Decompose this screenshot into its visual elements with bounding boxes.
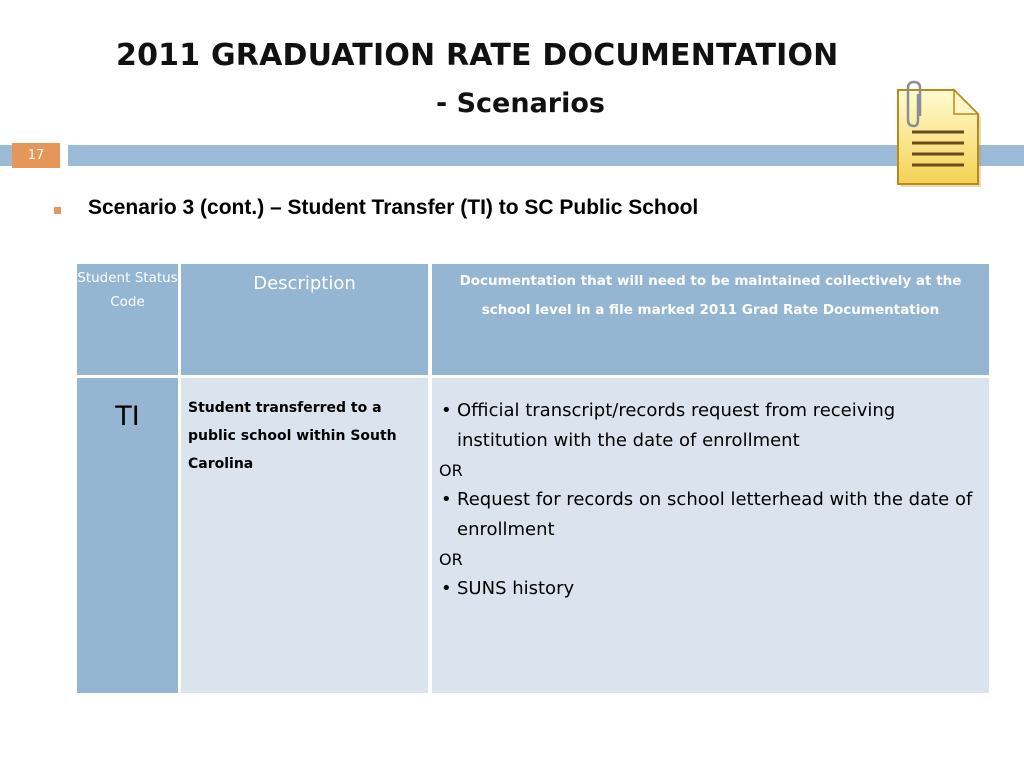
header-description: Description: [181, 264, 428, 375]
header-status-code: Student Status Code: [77, 264, 178, 375]
status-code-cell: TI: [77, 378, 178, 693]
header-bar: [68, 145, 1024, 166]
list-item: • Request for records on school letterhead with the date of enrollment: [437, 485, 983, 545]
header-documentation: Documentation that will need to be maintained collectively at the school level in a file marked 2011 Grad Rate Documentation: [432, 264, 989, 375]
slide-subtitle-scenarios: - Scenarios: [436, 88, 606, 119]
description-cell: Student transferred to a public school within South Carolina: [181, 378, 428, 693]
list-item: • SUNS history: [437, 574, 983, 604]
scenario-heading: Scenario 3 (cont.) – Student Transfer (TI) to SC Public School: [88, 196, 699, 219]
slide-number: 17: [12, 143, 60, 168]
slide-title: 2011 GRADUATION RATE DOCUMENTATION: [116, 38, 839, 73]
documentation-cell: [432, 378, 989, 693]
or-separator: OR: [439, 461, 463, 480]
document-paperclip-icon: [884, 80, 988, 192]
or-separator: OR: [439, 550, 463, 569]
header-bar-left: [0, 145, 12, 166]
list-item: • Official transcript/records request from receiving institution with the date of enrollment: [437, 396, 983, 456]
bullet-icon: [54, 207, 61, 214]
